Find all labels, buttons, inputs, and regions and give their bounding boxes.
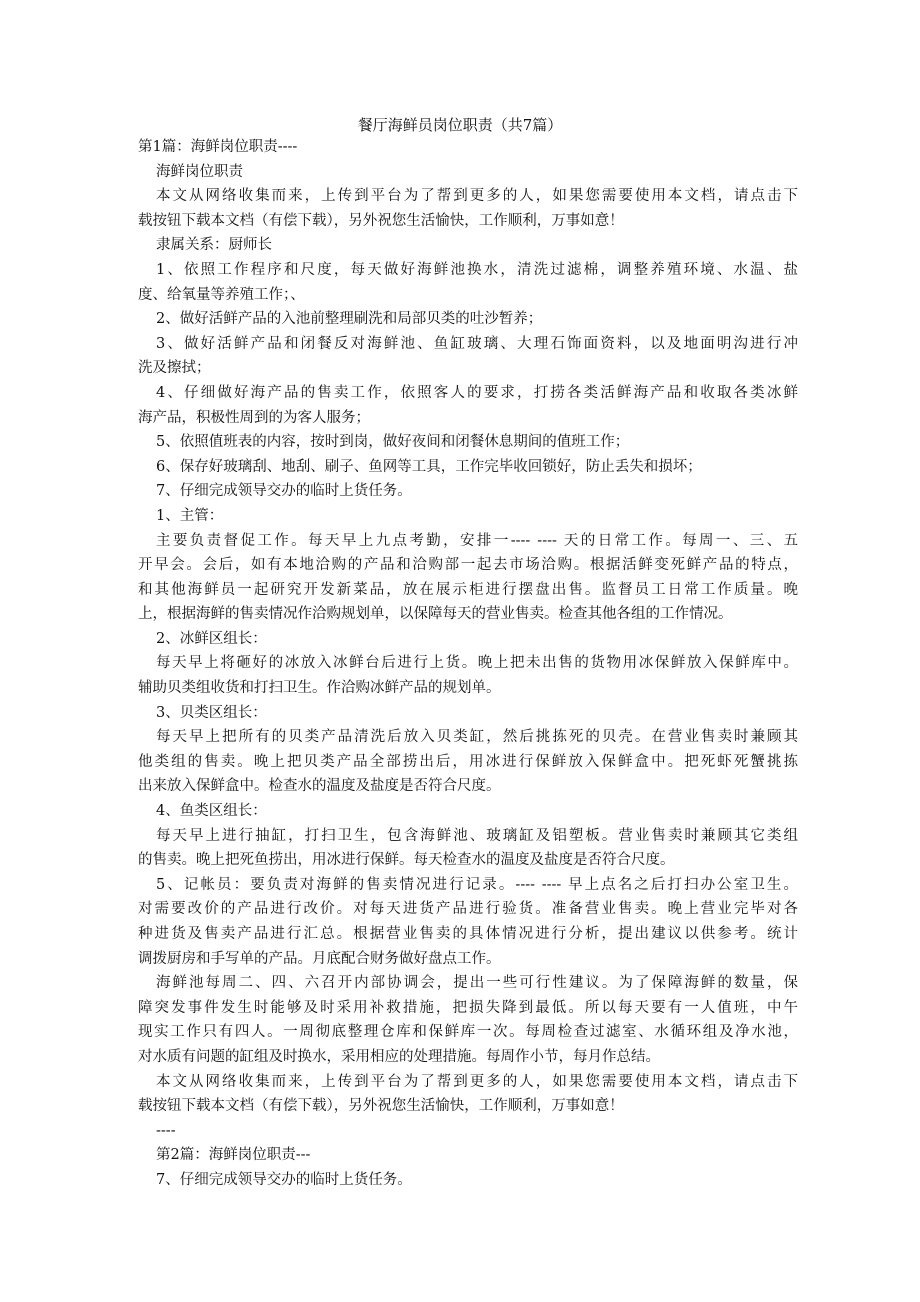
text-line: 障突发事件发生时能够及时采用补救措施，把损失降到最低。所以每天要有一人值班，中午 [138, 999, 798, 1016]
text-line: 海鲜池每周二、四、六召开内部协调会，提出一些可行性建议。为了保障海鲜的数量，保 [156, 975, 798, 992]
text-line: 本文从网络收集而来，上传到平台为了帮到更多的人，如果您需要使用本文档，请点击下 [156, 188, 798, 205]
text-line: 对水质有问题的缸组及时换水，采用相应的处理措施。每周作小节，每月作总结。 [138, 1048, 660, 1065]
text-line: 6、保存好玻璃刮、地刮、刷子、鱼网等工具，工作完毕收回锁好，防止丢失和损坏； [156, 458, 702, 475]
text-line: 1、主管： [156, 507, 224, 524]
text-line: 调拨厨房和手写单的产品。月底配合财务做好盘点工作。 [138, 950, 501, 967]
text-line: 4、仔细做好海产品的售卖工作，依照客人的要求，打捞各类活鲜海产品和收取各类冰鲜 [156, 384, 798, 401]
text-line: 和其他海鲜员一起研究开发新菜品，放在展示柜进行摆盘出售。监督员工日常工作质量。晚 [138, 581, 798, 598]
text-line: 每天早上进行抽缸，打扫卫生，包含海鲜池、玻璃缸及铝塑板。营业售卖时兼顾其它类组 [156, 827, 798, 844]
text-line: 第1篇：海鲜岗位职责---- [138, 139, 298, 155]
document-body [138, 135, 798, 1193]
text-line: 2、做好活鲜产品的入池前整理刷洗和局部贝类的吐沙暂养； [156, 311, 543, 328]
text-line: 他类组的售卖。晚上把贝类产品全部捞出后，用冰进行保鲜放入保鲜盒中。把死虾死蟹挑拣 [138, 753, 798, 770]
text-line: 开早会。会后，如有本地洽购的产品和洽购部一起去市场洽购。根据活鲜变死鲜产品的特点， [138, 557, 798, 574]
text-line: 现实工作只有四人。一周彻底整理仓库和保鲜库一次。每周检查过滤室、水循环组及净水池， [138, 1024, 798, 1041]
text-line: 5、依照值班表的内容，按时到岗，做好夜间和闭餐休息期间的值班工作； [156, 434, 630, 451]
text-line: 海产品，积极性周到的为客人服务； [138, 409, 370, 426]
text-line: 3、贝类区组长： [156, 704, 267, 721]
text-line: 对需要改价的产品进行改价。对每天进货产品进行验货。准备营业售卖。晚上营业完毕对各 [138, 901, 798, 918]
text-line: 载按钮下载本文档（有偿下载），另外祝您生活愉快，工作顺利，万事如意！ [138, 1098, 624, 1115]
text-line: 第2篇：海鲜岗位职责--- [156, 1147, 311, 1164]
text-line: 种进货及售卖产品进行汇总。根据营业售卖的具体情况进行分析，提出建议以供参考。统计 [138, 926, 798, 942]
text-line: 7、仔细完成领导交办的临时上货任务。 [156, 483, 412, 500]
text-line: 度、给氧量等养殖工作；、 [138, 286, 305, 303]
text-line: 每天早上把所有的贝类产品清洗后放入贝类缸，然后挑拣死的贝壳。在营业售卖时兼顾其 [156, 729, 798, 746]
text-line: 隶属关系：厨师长 [156, 237, 272, 254]
text-line: 上，根据海鲜的售卖情况作洽购规划单，以保障每天的营业售卖。检查其他各组的工作情况。 [138, 606, 733, 623]
text-line: 2、冰鲜区组长： [156, 630, 267, 647]
text-line: 4、鱼类区组长： [156, 803, 267, 820]
text-line: 主要负责督促工作。每天早上九点考勤，安排一---- ---- 天的日常工作。每周一、三、五 [156, 532, 798, 549]
text-line: 5、记帐员：要负责对海鲜的售卖情况进行记录。---- ---- 早上点名之后打扫办公室卫生。 [156, 876, 798, 893]
text-line: 的售卖。晚上把死鱼捞出，用冰进行保鲜。每天检查水的温度及盐度是否符合尺度。 [138, 852, 675, 869]
text-line: 海鲜岗位职责 [156, 163, 243, 180]
text-line: 本文从网络收集而来，上传到平台为了帮到更多的人，如果您需要使用本文档，请点击下 [156, 1073, 798, 1090]
text-line: 载按钮下载本文档（有偿下载），另外祝您生活愉快，工作顺利，万事如意！ [138, 212, 624, 229]
text-line: 1、依照工作程序和尺度，每天做好海鲜池换水，清洗过滤棉，调整养殖环境、水温、盐 [156, 261, 798, 278]
text-line: ---- [156, 1122, 176, 1139]
text-line: 每天早上将砸好的冰放入冰鲜台后进行上货。晚上把未出售的货物用冰保鲜放入保鲜库中。 [156, 655, 798, 672]
text-line: 辅助贝类组收货和打扫卫生。作洽购冰鲜产品的规划单。 [138, 680, 501, 697]
text-line: 洗及擦拭； [138, 360, 211, 377]
text-line: 出来放入保鲜盒中。检查水的温度及盐度是否符合尺度。 [138, 778, 501, 795]
document-title: 餐厅海鲜员岗位职责（共7篇） [357, 116, 563, 134]
text-line: 7、仔细完成领导交办的临时上货任务。 [156, 1171, 412, 1188]
text-line: 3、做好活鲜产品和闭餐反对海鲜池、鱼缸玻璃、大理石饰面资料，以及地面明沟进行冲 [156, 335, 798, 352]
